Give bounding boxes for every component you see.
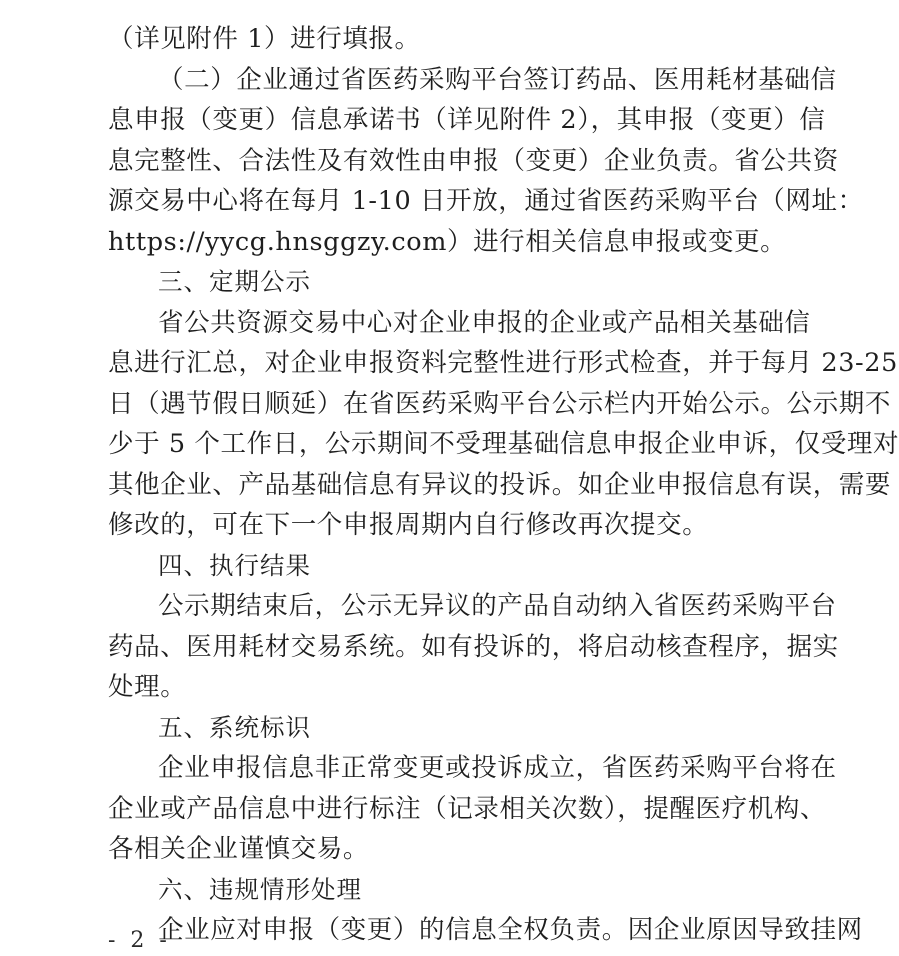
text-line: 息完整性、合法性及有效性由申报（变更）企业负责。省公共资 [108,145,839,176]
paragraph-start-line: 企业应对申报（变更）的信息全权负责。因企业原因导致挂网 [158,915,863,945]
section-heading: 五、系统标识 [158,712,311,742]
text-line: 各相关企业谨慎交易。 [108,834,370,864]
section-heading: 六、违规情形处理 [158,874,362,904]
text-line: 企业或产品信息中进行标注（记录相关次数），提醒医疗机构、 [108,793,827,824]
text-line: 源交易中心将在每月 1-10 日开放，通过省医药采购平台（网址： [108,186,864,216]
paragraph-start-line: 省公共资源交易中心对企业申报的企业或产品相关基础信 [158,307,811,338]
section-heading: 四、执行结果 [158,550,311,580]
url-line: https://yycg.hnsggzy.com）进行相关信息申报或变更。 [108,226,787,257]
text-line: 处理。 [108,672,187,702]
text-line: 息申报（变更）信息承诺书（详见附件 2），其申报（变更）信 [108,105,826,135]
text-line: 药品、医用耗材交易系统。如有投诉的，将启动核查程序，据实 [108,631,839,662]
text-line: （详见附件 1）进行填报。 [108,24,421,54]
paragraph-start-line: （二）企业通过省医药采购平台签订药品、医用耗材基础信 [158,64,837,95]
text-line: 息进行汇总，对企业申报资料完整性进行形式检查，并于每月 23-25 [108,348,898,378]
paragraph-start-line: 公示期结束后，公示无异议的产品自动纳入省医药采购平台 [158,591,837,621]
section-heading: 三、定期公示 [158,267,311,296]
text-line: 修改的，可在下一个申报周期内自行修改再次提交。 [108,510,709,540]
paragraph-start-line: 企业申报信息非正常变更或投诉成立，省医药采购平台将在 [158,753,837,783]
text-line: 少于 5 个工作日，公示期间不受理基础信息申报企业申诉，仅受理对 [108,429,899,459]
text-line: 其他企业、产品基础信息有异议的投诉。如企业申报信息有误，需要 [108,469,892,500]
text-line: 日（遇节假日顺延）在省医药采购平台公示栏内开始公示。公示期不 [108,388,892,419]
page-number: - 2 - [108,928,171,953]
